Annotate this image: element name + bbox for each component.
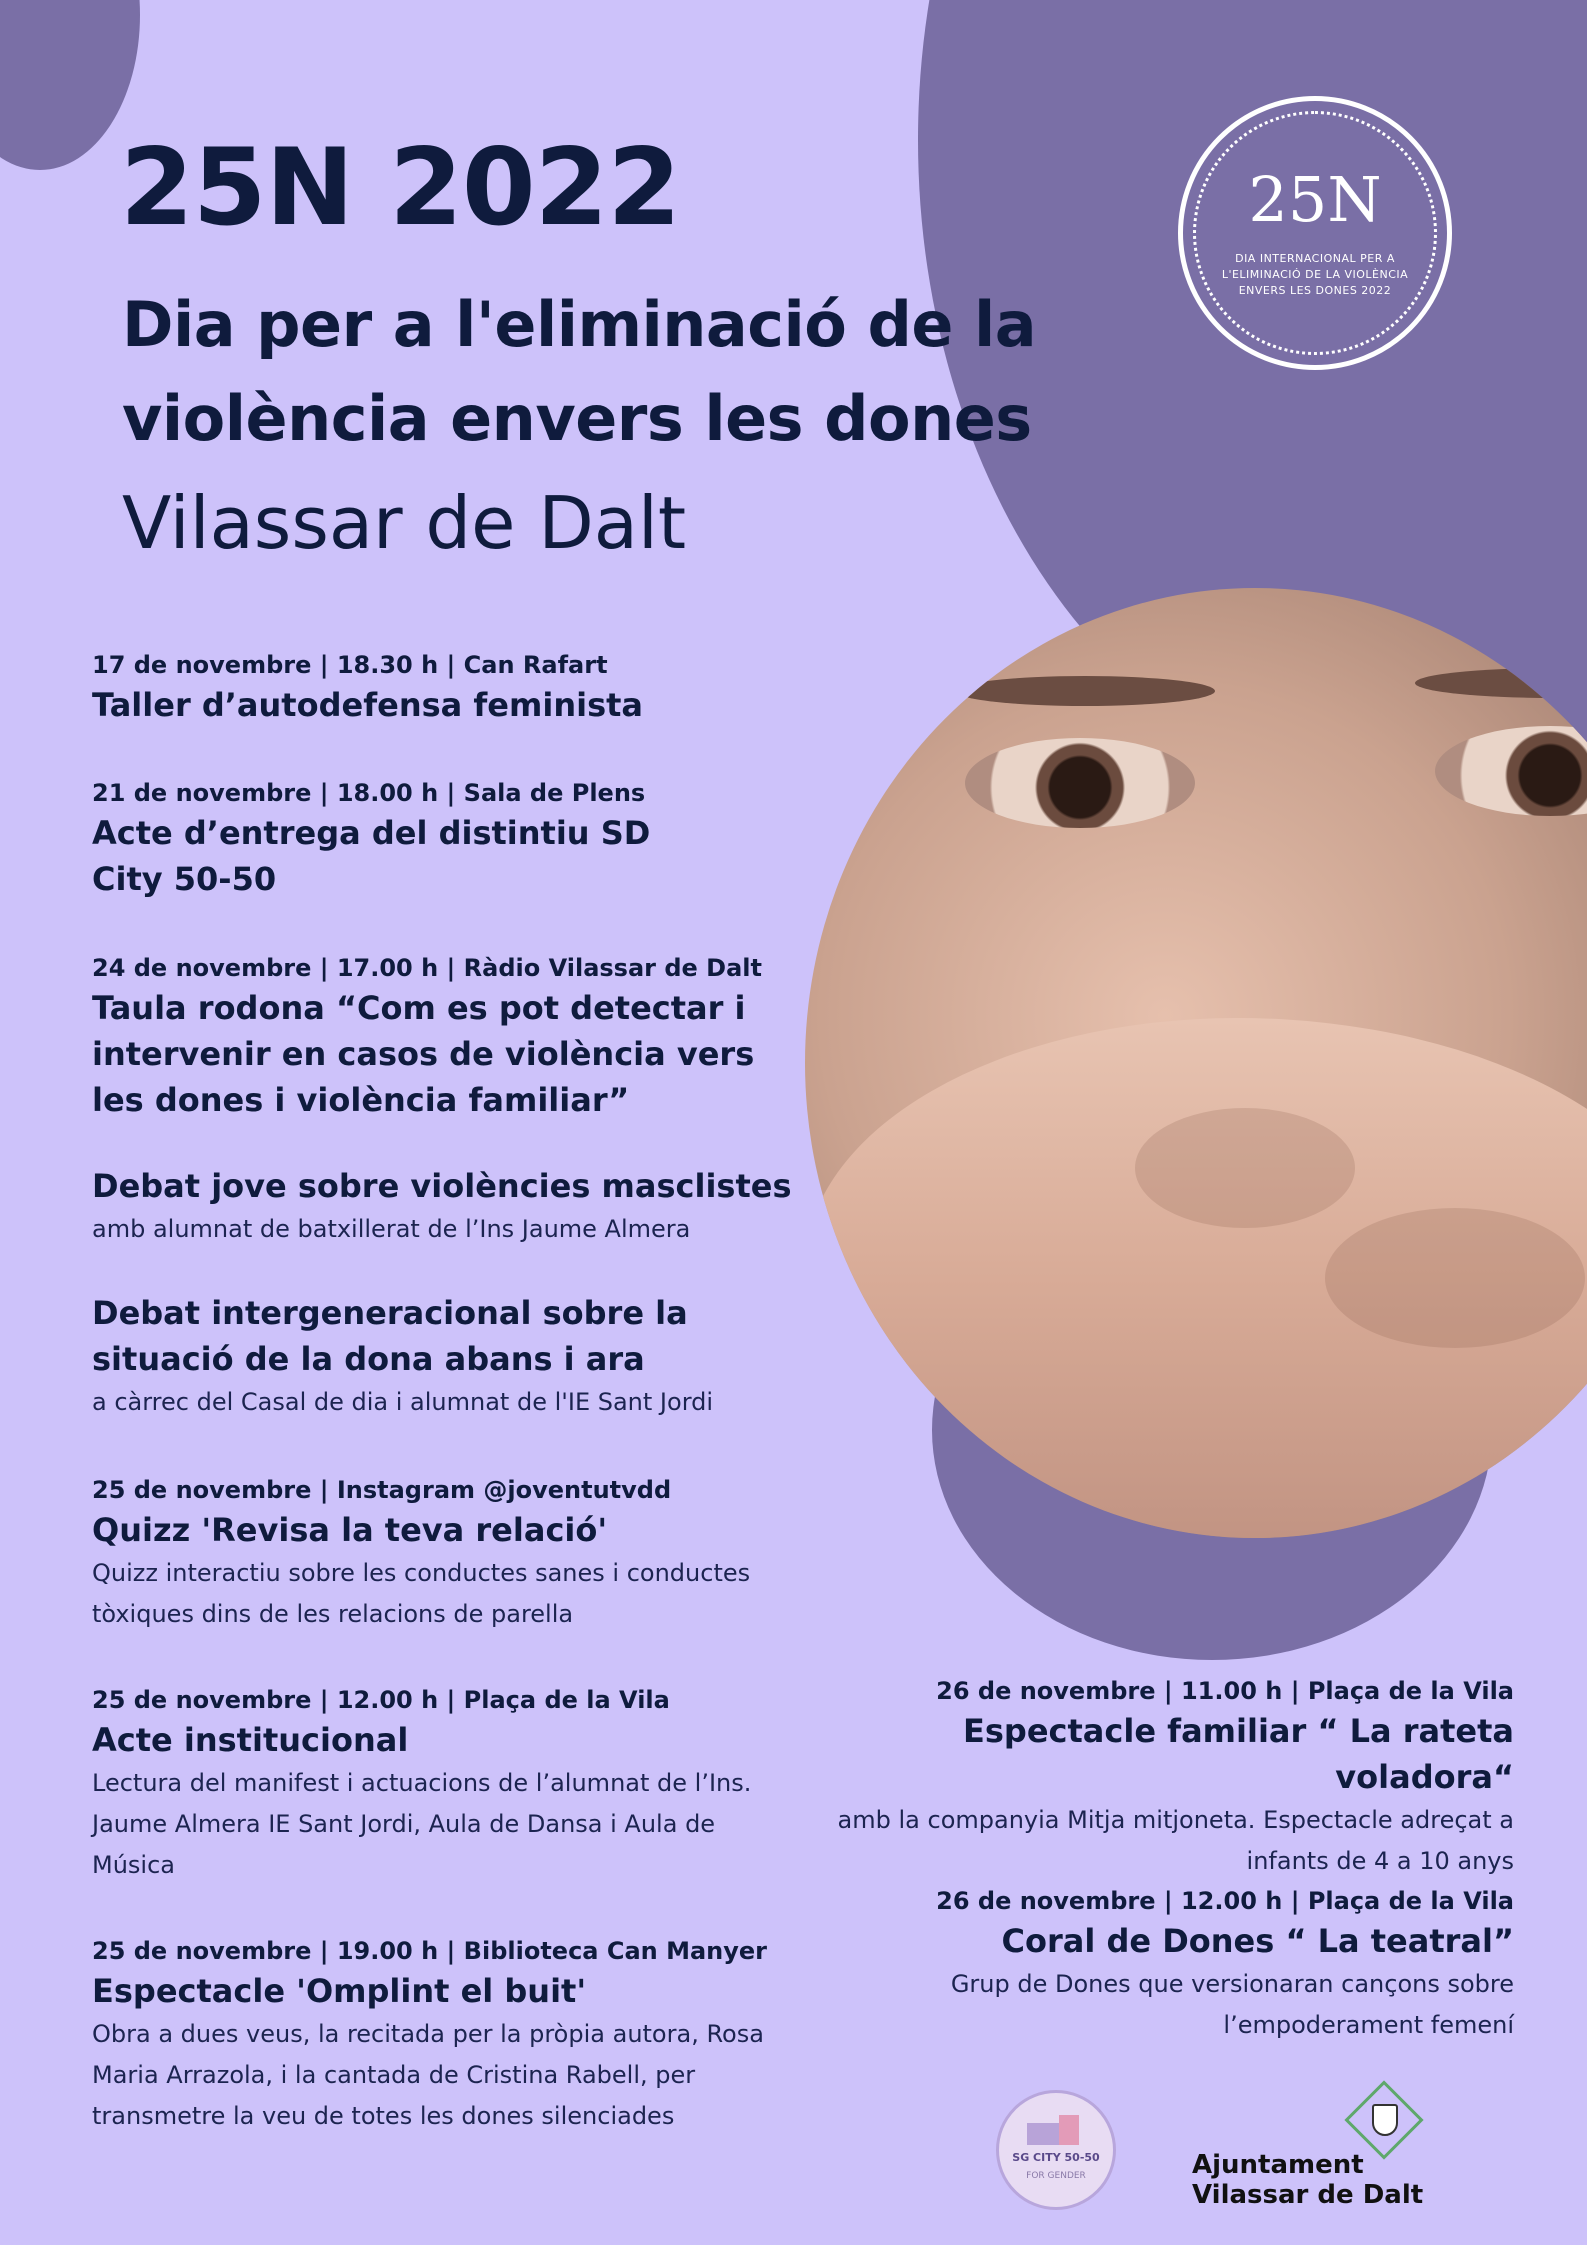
event-name: Taller d’autodefensa feminista <box>92 686 643 724</box>
page-place: Vilassar de Dalt <box>122 481 687 565</box>
event-description: amb alumnat de batxillerat de l’Ins Jaume Almera <box>92 1215 691 1243</box>
town-shield-icon <box>1372 2104 1398 2136</box>
photo-knuckle <box>1135 1108 1355 1228</box>
event-name: Acte d’entrega del distintiu SD City 50-50 <box>92 814 651 898</box>
event-meta: 21 de novembre | 18.00 h | Sala de Plens <box>92 779 646 807</box>
event-meta: 25 de novembre | 19.00 h | Biblioteca Can Manyer <box>92 1937 768 1965</box>
sg-city-logo <box>996 2090 1116 2210</box>
event-description: amb la companyia Mitja mitjoneta. Espectacle adreçat a infants de 4 a 10 anys <box>837 1806 1514 1875</box>
event-name: Espectacle 'Omplint el buit' <box>92 1972 587 2010</box>
event-item <box>92 1473 752 1635</box>
event-meta: 26 de novembre | 12.00 h | Plaça de la Vila <box>936 1887 1514 1915</box>
ajuntament-line1: Ajuntament <box>1192 2150 1364 2180</box>
page-subtitle: Dia per a l'eliminació de la violència envers les dones <box>122 288 1037 455</box>
event-description: Obra a dues veus, la recitada per la pròpia autora, Rosa Maria Arrazola, i la cantada de Cristina Rabell, per transmetre la veu de totes les dones silenciades <box>92 2020 764 2130</box>
event-name: Acte institucional <box>92 1721 409 1759</box>
event-meta: 24 de novembre | 17.00 h | Ràdio Vilassar de Dalt <box>92 954 762 982</box>
event-name: Debat intergeneracional sobre la situació de la dona abans i ara <box>92 1294 688 1378</box>
ajuntament-logo-text <box>1192 2150 1423 2210</box>
decor-circle-top-left <box>0 0 140 170</box>
photo-eye-right <box>1435 726 1587 816</box>
sg-city-logo-text: SG CITY 50-50 <box>1012 2151 1100 2164</box>
sg-city-logo-subtext: FOR GENDER <box>1026 2171 1086 2181</box>
badge-title: 25N <box>1248 163 1382 236</box>
sg-city-logo-mark <box>1059 2115 1079 2145</box>
event-description: a càrrec del Casal de dia i alumnat de l'IE Sant Jordi <box>92 1388 714 1416</box>
event-item <box>92 648 792 728</box>
event-name: Coral de Dones “ La teatral” <box>1001 1922 1514 1960</box>
photo-brow-right <box>1415 668 1587 698</box>
event-item <box>92 1683 792 1886</box>
event-meta: 26 de novembre | 11.00 h | Plaça de la Vila <box>936 1677 1514 1705</box>
event-item <box>794 1674 1514 1882</box>
event-description: Lectura del manifest i actuacions de l’alumnat de l’Ins. Jaume Almera IE Sant Jordi, Aula de Dansa i Aula de Música <box>92 1769 752 1879</box>
photo-knuckle <box>1325 1208 1585 1348</box>
photo-brow-left <box>955 676 1215 706</box>
event-name: Quizz 'Revisa la teva relació' <box>92 1511 608 1549</box>
event-name: Debat jove sobre violències masclistes <box>92 1167 792 1205</box>
event-meta: 25 de novembre | 12.00 h | Plaça de la Vila <box>92 1686 670 1714</box>
page-title: 25N 2022 <box>120 126 681 249</box>
event-item <box>92 1290 732 1423</box>
event-item <box>92 951 792 1123</box>
photo-eye-left <box>965 738 1195 828</box>
event-item <box>92 1934 812 2137</box>
event-meta: 25 de novembre | Instagram @joventutvdd <box>92 1476 672 1504</box>
badge-25n <box>1178 96 1452 370</box>
sg-city-logo-mark <box>1027 2123 1063 2145</box>
ajuntament-line2: Vilassar de Dalt <box>1192 2180 1424 2210</box>
event-name: Taula rodona “Com es pot detectar i intervenir en casos de violència vers les dones i violència familiar” <box>92 989 755 1119</box>
event-item <box>92 776 652 902</box>
photo-woman-covering-mouth <box>805 588 1587 1538</box>
event-item <box>894 1884 1514 2046</box>
event-meta: 17 de novembre | 18.30 h | Can Rafart <box>92 651 608 679</box>
event-description: Quizz interactiu sobre les conductes sanes i conductes tòxiques dins de les relacions de parella <box>92 1559 751 1628</box>
event-name: Espectacle familiar “ La rateta voladora“ <box>963 1712 1514 1796</box>
badge-caption: DIA INTERNACIONAL PER A L'ELIMINACIÓ DE LA VIOLÈNCIA ENVERS LES DONES 2022 <box>1221 252 1409 297</box>
event-item <box>92 1163 792 1250</box>
event-description: Grup de Dones que versionaran cançons sobre l’empoderament femení <box>950 1970 1514 2039</box>
